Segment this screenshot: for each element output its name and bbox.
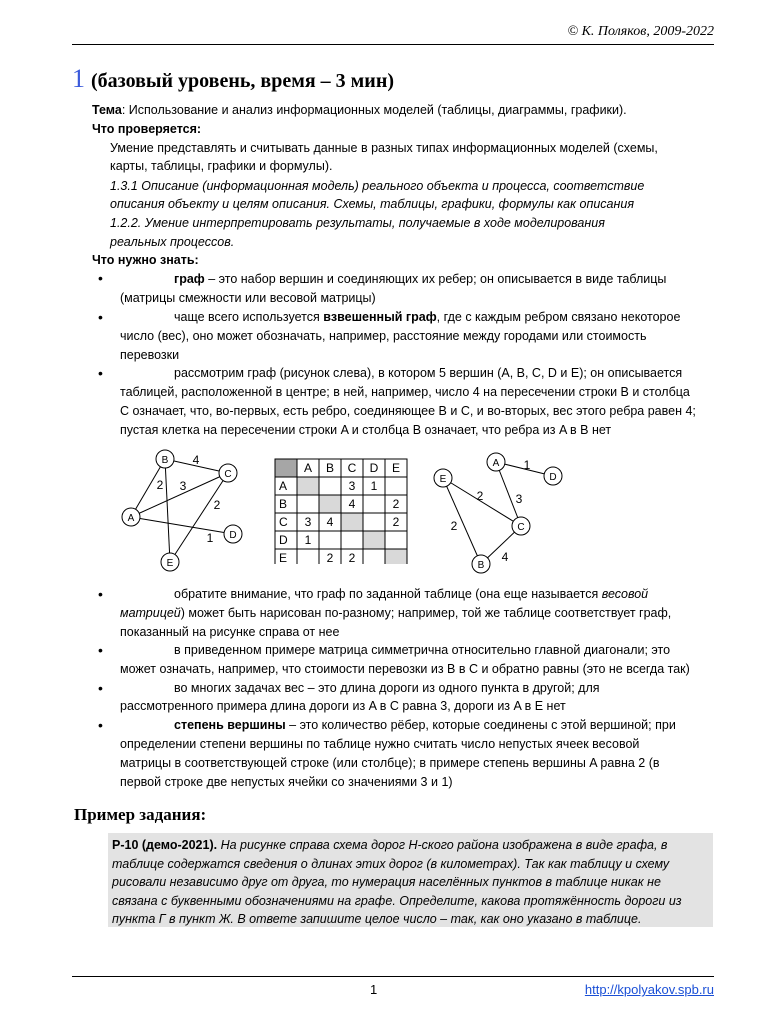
bullet-text: число (вес), оно может обозначать, например, расстояние между городами или стоимость <box>120 329 647 343</box>
copyright: © К. Поляков, 2009-2022 <box>567 24 714 39</box>
know-label: Что нужно знать: <box>92 253 199 267</box>
bullet-text: матрицей) может быть нарисован по-разному; например, той же таблице соответствует граф, <box>120 606 672 620</box>
edge-weight: 3 <box>179 479 187 493</box>
edge-weight: 2 <box>213 498 221 512</box>
graph-node-label: C <box>224 469 232 480</box>
bullet-text: перевозки <box>120 348 180 362</box>
page-number: 1 <box>370 982 378 997</box>
weight-matrix <box>274 458 410 564</box>
edge-weight: 1 <box>523 458 531 472</box>
bullet-text: матрицы в соответствующей строке (или столбце); в примере степень вершины A равна 2 (в <box>120 756 660 770</box>
example-task-box <box>108 833 713 927</box>
matrix-header: B <box>325 461 335 475</box>
graph-node-label: E <box>439 474 447 485</box>
matrix-cell <box>341 513 363 531</box>
matrix-cell <box>297 477 319 495</box>
edge-b-e <box>165 459 170 562</box>
matrix-value: 4 <box>326 515 334 529</box>
matrix-row-label: A <box>279 479 288 493</box>
bullet-dot: • <box>98 365 103 381</box>
bullet-text: граф – это набор вершин и соединяющих их ребер; он описывается в виде таблицы <box>174 272 667 286</box>
matrix-value: 3 <box>304 515 312 529</box>
bullet-text: пустая клетка на пересечении строки A и столбца B означает, что ребра из A в B нет <box>120 423 612 437</box>
bullet-text: чаще всего используется взвешенный граф, где с каждым ребром связано некоторое <box>174 310 681 324</box>
task-number: 1 <box>72 64 85 93</box>
example-line: рисовали независимо друг от друга, то нумерация населённых пунктов в таблице никак не <box>112 875 661 889</box>
page-title <box>72 64 394 94</box>
matrix-cell <box>385 549 407 564</box>
matrix-row-label: C <box>279 515 288 529</box>
example-line: Р-10 (демо-2021). На рисунке справа схема дорог Н-ского района изображена в виде графа, в <box>112 838 668 852</box>
bullet-dot: • <box>98 309 103 325</box>
matrix-cell <box>297 495 319 513</box>
code-line: реальных процессов. <box>110 235 235 249</box>
matrix-cell <box>275 459 297 477</box>
topic-line: Тема: Использование и анализ информационных моделей (таблицы, диаграммы, графики). <box>92 103 627 117</box>
matrix-value: 2 <box>326 551 334 564</box>
matrix-row-label: E <box>279 551 288 564</box>
graph-node-label: A <box>127 513 135 524</box>
matrix-value: 2 <box>392 497 400 511</box>
matrix-row-label: B <box>279 497 288 511</box>
bullet-text: (матрицы смежности или весовой матрицы) <box>120 291 376 305</box>
edge-weight: 2 <box>450 519 458 533</box>
bullet-text: во многих задачах вес – это длина дороги из одного пункта в другой; для <box>174 681 600 695</box>
matrix-cell <box>385 477 407 495</box>
site-link[interactable]: http://kpolyakov.spb.ru <box>584 982 714 997</box>
bullet-dot: • <box>98 586 103 602</box>
matrix-value: 4 <box>348 497 356 511</box>
bullet-text: обратите внимание, что граф по заданной таблице (она еще называется весовой <box>174 587 649 601</box>
graph-node-label: D <box>229 530 237 541</box>
bullet-text: определении степени вершины по таблице нужно считать число непустых ячеек весовой <box>120 737 640 751</box>
header-rule <box>72 44 714 45</box>
matrix-cell <box>341 531 363 549</box>
bullet-dot: • <box>98 270 103 286</box>
example-heading: Пример задания: <box>74 805 207 824</box>
matrix-row-label: D <box>279 533 288 547</box>
matrix-header: C <box>347 461 357 475</box>
matrix-cell <box>319 531 341 549</box>
bullet-text: C означает, что, во-первых, есть ребро, соединяющее B и C, и во-вторых, вес этого ребра равен 4; <box>120 404 696 418</box>
matrix-cell <box>319 477 341 495</box>
graph-node-label: E <box>166 558 174 569</box>
graph-node-label: B <box>477 560 485 571</box>
bullet-text: рассмотренного примера длина дороги из A в C равна 3, дороги из A в E нет <box>120 699 566 713</box>
code-line: описания объекту и целям описания. Схемы, таблицы, графики, формулы как описания <box>110 197 634 211</box>
example-line: таблице содержатся сведения о длинах этих дорог (в километрах). Так как таблицу и схему <box>112 857 670 871</box>
bullet-text: рассмотрим граф (рисунок слева), в котором 5 вершин (A, B, C, D и E); он описывается <box>174 366 683 380</box>
bullet-text: в приведенном примере матрица симметрична относительно главной диагонали; это <box>174 643 671 657</box>
matrix-value: 2 <box>348 551 356 564</box>
checks-line: карты, таблицы, графики и формулы). <box>110 159 333 173</box>
matrix-cell <box>319 495 341 513</box>
graph-node-label: B <box>161 455 169 466</box>
graph-node-label: D <box>549 472 557 483</box>
edge-weight: 2 <box>156 478 164 492</box>
title-text: (базовый уровень, время – 3 мин) <box>91 70 394 92</box>
edge-weight: 4 <box>192 453 200 467</box>
matrix-cell <box>363 549 385 564</box>
bullet-dot: • <box>98 680 103 696</box>
edge-weight: 1 <box>206 531 214 545</box>
matrix-cell <box>363 531 385 549</box>
graph-left <box>112 444 252 576</box>
matrix-cell <box>363 513 385 531</box>
bullet-text: первой строке две непустых ячейки со значениями 3 и 1) <box>120 775 453 789</box>
edge-a-d <box>131 517 233 534</box>
matrix-cell <box>297 549 319 564</box>
bullet-text: показанный на рисунке справа от нее <box>120 625 340 639</box>
matrix-value: 1 <box>304 533 312 547</box>
matrix-value: 1 <box>370 479 378 493</box>
code-line: 1.2.2. Умение интерпретировать результаты, получаемые в ходе моделирования <box>110 216 605 230</box>
checks-line: Умение представлять и считывать данные в разных типах информационных моделей (схемы, <box>110 141 658 155</box>
matrix-value: 3 <box>348 479 356 493</box>
bullet-text: таблицей, расположенной в центре; в ней, например, число 4 на пересечении строки B и столбца <box>120 385 690 399</box>
graph-node-label: C <box>517 522 525 533</box>
bullet-text: степень вершины – это количество рёбер, которые соединены с этой вершиной; при <box>174 718 676 732</box>
footer-rule <box>72 976 714 977</box>
bullet-dot: • <box>98 642 103 658</box>
edge-weight: 4 <box>501 550 509 564</box>
edge-e-b <box>443 478 481 564</box>
edge-weight: 3 <box>515 492 523 506</box>
edge-weight: 2 <box>476 489 484 503</box>
example-line: пункта Г в пункт Ж. В ответе запишите целое число – так, как оно указано в таблице. <box>112 912 642 926</box>
graph-right <box>430 448 570 576</box>
matrix-header: D <box>369 461 379 475</box>
matrix-cell <box>385 531 407 549</box>
matrix-header: E <box>391 461 401 475</box>
bullet-text: может означать, например, что стоимости перевозки из B в C и обратно равны (это не всегда так) <box>120 662 690 676</box>
matrix-header: A <box>303 461 313 475</box>
matrix-cell <box>363 495 385 513</box>
checks-label: Что проверяется: <box>92 122 202 136</box>
example-line: связана с буквенными обозначениями на графе. Определите, какова протяжённость дороги из <box>112 894 682 908</box>
code-line: 1.3.1 Описание (информационная модель) реального объекта и процесса, соответствие <box>110 179 645 193</box>
bullet-dot: • <box>98 717 103 733</box>
matrix-value: 2 <box>392 515 400 529</box>
graph-node-label: A <box>492 458 500 469</box>
